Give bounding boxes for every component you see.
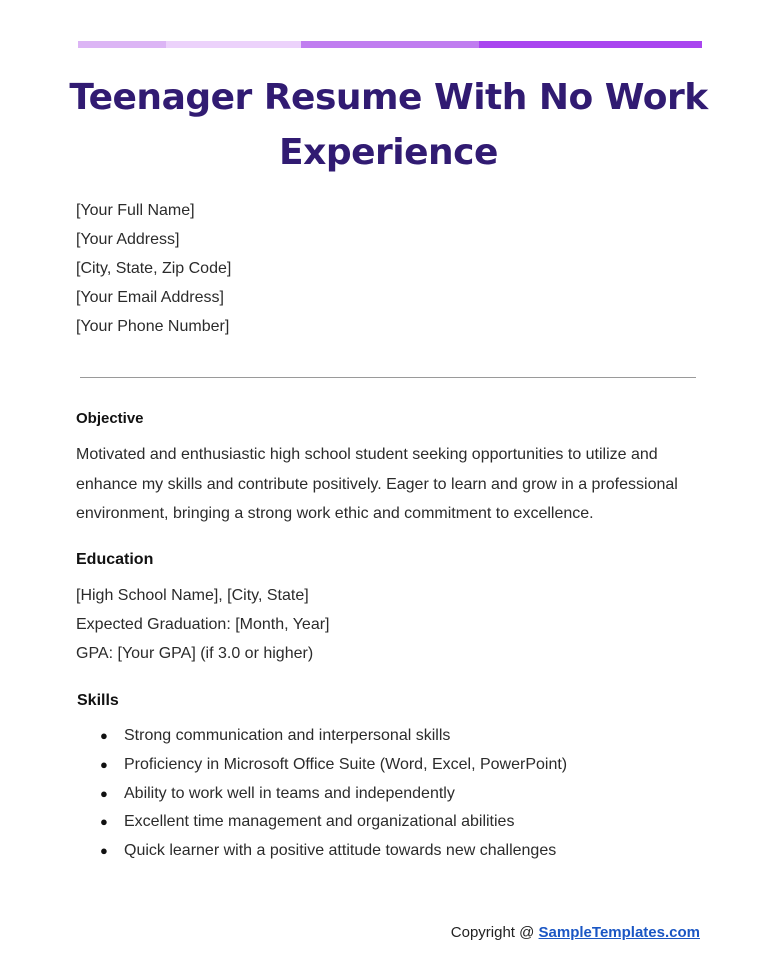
list-item <box>100 837 567 866</box>
education-graduation: Expected Graduation: [Month, Year] <box>76 616 330 633</box>
contact-email: [Your Email Address] <box>76 289 224 306</box>
copyright-footer <box>451 924 700 941</box>
contact-address: [Your Address] <box>76 231 180 248</box>
section-divider <box>80 377 696 378</box>
contact-info <box>76 196 231 341</box>
accent-bar-segment <box>479 41 702 48</box>
contact-city-state-zip: [City, State, Zip Code] <box>76 260 232 277</box>
bullet-icon: ● <box>100 756 108 772</box>
list-item <box>100 722 567 751</box>
objective-text: Motivated and enthusiastic high school student seeking opportunities to utilize and enhance my skills and contribute positively. Eager to learn and grow in a professional environment, bringing a strong work ethic and commitment to excellence. <box>76 446 678 522</box>
contact-full-name: [Your Full Name] <box>76 202 195 219</box>
accent-bar-segment <box>301 41 479 48</box>
education-gpa: GPA: [Your GPA] (if 3.0 or higher) <box>76 645 314 662</box>
skill-text: Quick learner with a positive attitude towards new challenges <box>124 842 557 860</box>
skill-text: Ability to work well in teams and independently <box>124 784 455 802</box>
skill-text: Excellent time management and organizational abilities <box>124 813 515 831</box>
bullet-icon: ● <box>100 814 108 830</box>
list-item <box>100 780 567 809</box>
education-heading: Education <box>76 551 154 568</box>
skills-heading: Skills <box>77 692 119 709</box>
list-item <box>100 808 567 837</box>
skill-text: Strong communication and interpersonal skills <box>124 727 451 744</box>
education-details <box>76 581 330 668</box>
page-title: Teenager Resume With No Work Experience <box>69 77 708 173</box>
education-school: [High School Name], [City, State] <box>76 587 309 604</box>
copyright-prefix: Copyright @ <box>450 924 539 941</box>
accent-bar-segment <box>78 41 166 48</box>
contact-phone: [Your Phone Number] <box>76 318 230 335</box>
sampletemplates-link[interactable]: SampleTemplates.com <box>538 924 700 941</box>
bullet-icon: ● <box>100 843 108 859</box>
accent-bar-segment <box>166 41 301 48</box>
skills-list <box>100 722 567 866</box>
bullet-icon: ● <box>100 728 108 743</box>
skill-text: Proficiency in Microsoft Office Suite (Word, Excel, PowerPoint) <box>124 755 568 773</box>
bullet-icon: ● <box>100 785 108 801</box>
list-item <box>100 751 567 780</box>
top-accent-bar <box>78 41 702 48</box>
objective-heading: Objective <box>76 410 144 427</box>
